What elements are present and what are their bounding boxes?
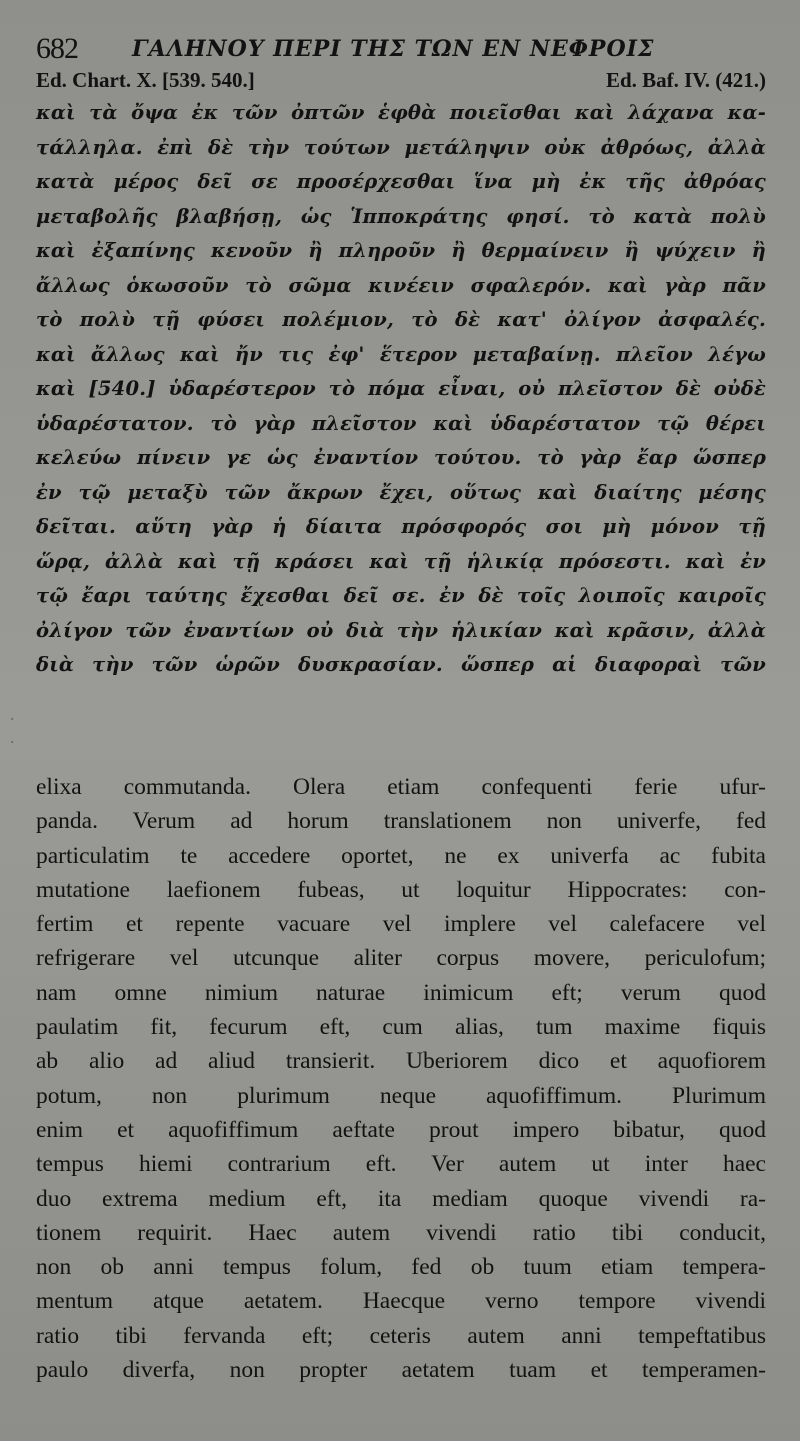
- latin-line: nam omne nimium naturae inimicum eft; verum quod: [36, 979, 766, 1006]
- greek-line: καὶ [540.] ὑδαρέστερον τὸ πόμα εἶναι, οὐ πλεῖστον δὲ οὐδὲ: [36, 377, 766, 400]
- latin-line: ab alio ad aliud transierit. Uberiorem dico et aquofiorem: [36, 1048, 766, 1075]
- latin-line: paulatim fit, fecurum eft, cum alias, tum maxime fiquis: [36, 1014, 766, 1041]
- latin-line: tempus hiemi contrarium eft. Ver autem ut inter haec: [36, 1151, 766, 1178]
- latin-line: mentum atque aetatem. Haecque verno tempore vivendi: [36, 1288, 766, 1315]
- latin-line: panda. Verum ad horum translationem non univerfe, fed: [36, 808, 766, 835]
- greek-line: τάλληλα. ἐπὶ δὲ τὴν τούτων μετάληψιν οὐκ ἀθρόως, ἀλλὰ: [36, 135, 766, 159]
- latin-line: non ob anni tempus folum, fed ob tuum etiam tempera-: [36, 1254, 766, 1281]
- latin-line: particulatim te accedere oportet, ne ex univerfa ac fubita: [36, 842, 766, 869]
- margin-speck: ·: [8, 735, 17, 751]
- edition-basel-ref: Ed. Baf. IV. (421.): [605, 68, 766, 92]
- greek-line: μεταβολῆς βλαβήσῃ, ὡς Ἱπποκράτης φησί. τὸ κατὰ πολὺ: [36, 204, 766, 228]
- greek-line: ἄλλως ὁκωσοῦν τὸ σῶμα κινέειν σφαλερόν. καὶ γὰρ πᾶν: [36, 273, 766, 297]
- running-title: ΓΑΛΗΝΟΥ ΠΕΡΙ ΤΗΣ ΤΩΝ ΕΝ ΝΕΦΡΟΙΣ: [132, 36, 655, 62]
- latin-line: elixa commutanda. Olera etiam confequenti ferie ufur-: [36, 774, 766, 800]
- greek-line: τὸ πολὺ τῇ φύσει πολέμιον, τὸ δὲ κατ' ὀλίγον ἀσφαλές.: [36, 308, 766, 331]
- latin-line: fertim et repente vacuare vel implere vel calefacere vel: [36, 911, 766, 938]
- page-number: 682: [36, 32, 78, 65]
- greek-text-block: [36, 96, 766, 683]
- greek-line: ὥρᾳ, ἀλλὰ καὶ τῇ κράσει καὶ τῇ ἡλικίᾳ πρόσεστι. καὶ ἐν: [36, 549, 766, 573]
- greek-line: ἐν τῷ μεταξὺ τῶν ἄκρων ἔχει, οὕτως καὶ διαίτης μέσης: [36, 480, 766, 504]
- latin-line: paulo diverfa, non propter aetatem tuam et temperamen-: [36, 1357, 766, 1384]
- edition-reference-line: [36, 68, 766, 96]
- greek-line: κατὰ μέρος δεῖ σε προσέρχεσθαι ἵνα μὴ ἐκ τῆς ἀθρόας: [36, 170, 766, 193]
- latin-line: mutatione laefionem fubeas, ut loquitur Hippocrates: con-: [36, 876, 766, 903]
- latin-line: enim et aquofiffimum aeftate prout impero bibatur, quod: [36, 1116, 766, 1143]
- greek-line: κελεύω πίνειν γε ὡς ἐναντίον τούτου. τὸ γὰρ ἔαρ ὥσπερ: [36, 446, 766, 469]
- greek-line: ὀλίγον τῶν ἐναντίων οὐ διὰ τὴν ἡλικίαν καὶ κρᾶσιν, ἀλλὰ: [36, 618, 766, 642]
- latin-line: refrigerare vel utcunque aliter corpus movere, periculofum;: [36, 945, 766, 972]
- latin-line: potum, non plurimum neque aquofiffimum. Plurimum: [36, 1082, 766, 1109]
- latin-line: duo extrema medium eft, ita mediam quoque vivendi ra-: [36, 1185, 766, 1212]
- greek-line: ὑδαρέστατον. τὸ γὰρ πλεῖστον καὶ ὑδαρέστατον τῷ θέρει: [36, 411, 766, 435]
- margin-speck: ·: [8, 712, 17, 728]
- greek-line: δεῖται. αὕτη γὰρ ἡ δίαιτα πρόσφορός σοι μὴ μόνον τῇ: [36, 515, 766, 538]
- edition-chartier-ref: Ed. Chart. X. [539. 540.]: [36, 68, 255, 92]
- greek-line: καὶ τὰ ὄψα ἐκ τῶν ὀπτῶν ἑφθὰ ποιεῖσθαι καὶ λάχανα κα-: [36, 101, 766, 124]
- page-header: [36, 30, 766, 64]
- latin-text-block: [36, 770, 766, 1387]
- greek-line: διὰ τὴν τῶν ὡρῶν δυσκρασίαν. ὥσπερ αἱ διαφοραὶ τῶν: [36, 653, 766, 676]
- latin-line: ratio tibi fervanda eft; ceteris autem anni tempeftatibus: [36, 1322, 766, 1349]
- greek-line: καὶ ἐξαπίνης κενοῦν ἢ πληροῦν ἢ θερμαίνειν ἢ ψύχειν ἢ: [36, 239, 766, 262]
- greek-line: τῷ ἔαρι ταύτης ἔχεσθαι δεῖ σε. ἐν δὲ τοῖς λοιποῖς καιροῖς: [36, 584, 766, 607]
- greek-line: καὶ ἄλλως καὶ ἤν τις ἐφ' ἕτερον μεταβαίνῃ. πλεῖον λέγω: [36, 342, 766, 366]
- latin-line: tionem requirit. Haec autem vivendi ratio tibi conducit,: [36, 1219, 766, 1246]
